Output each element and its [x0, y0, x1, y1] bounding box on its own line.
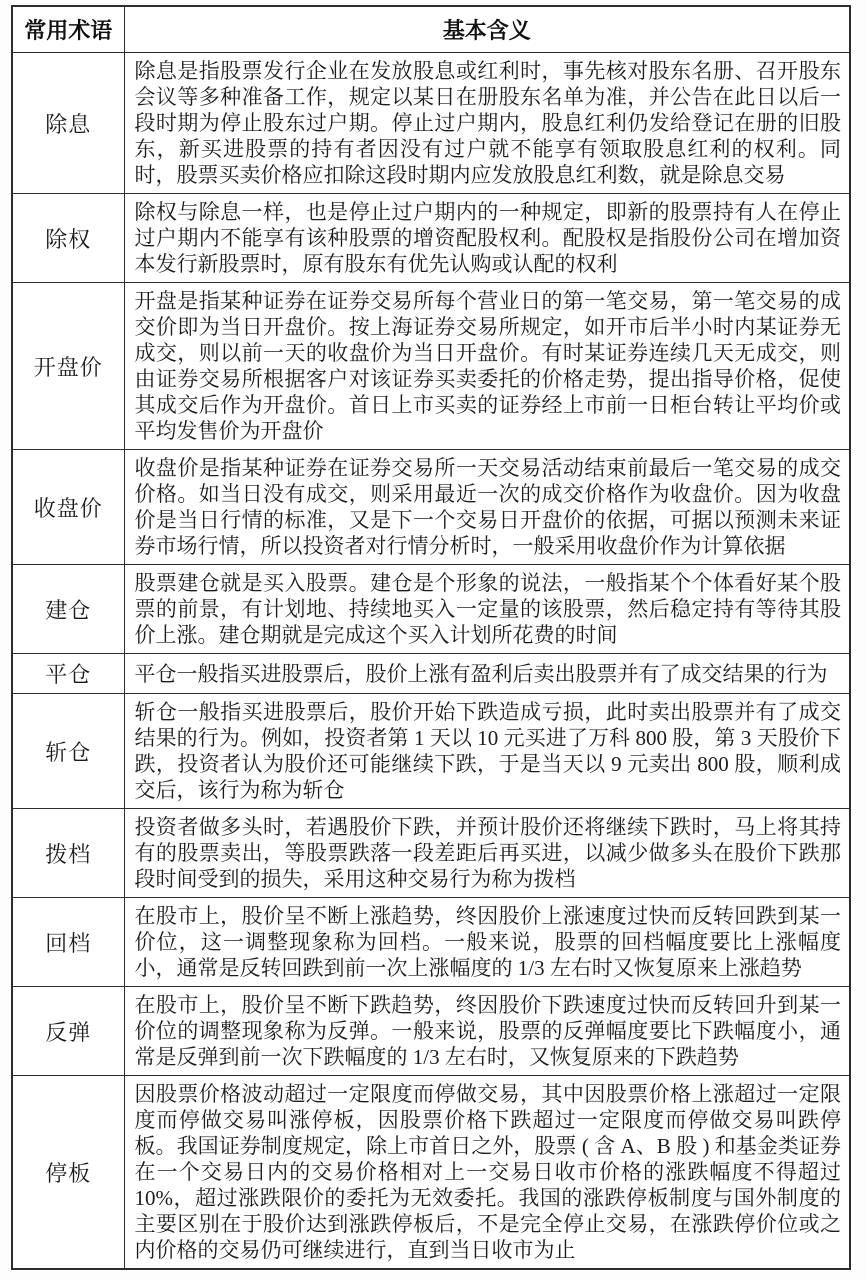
- meaning-cell: 除息是指股票发行企业在发放股息或红利时，事先核对股东名册、召开股东会议等多种准备工作，规定以某日在册股东名单为准，并公告在此日以后一段时期为停止股东过户期。停止过户期内，股息红利仍发给登记在册的旧股东，新买进股票的持有者因没有过户就不能享有领取股息红利的权利。同时，股票买卖价格应扣除这段时期内应发放股息红利数，就是除息交易: [124, 53, 850, 194]
- table-row: [12, 565, 850, 654]
- term-cell: 收盘价: [12, 450, 124, 565]
- stock-terms-table: [11, 5, 851, 1270]
- term-cell: 回档: [12, 898, 124, 987]
- meaning-cell: 平仓一般指买进股票后，股价上涨有盈利后卖出股票并有了成交结果的行为: [124, 654, 850, 694]
- table-row: [12, 809, 850, 898]
- table-row: [12, 1076, 850, 1270]
- term-cell: 平仓: [12, 654, 124, 694]
- meaning-cell: 股票建仓就是买入股票。建仓是个形象的说法，一般指某个个体看好某个股票的前景，有计划地、持续地买入一定量的该股票，然后稳定持有等待其股价上涨。建仓期就是完成这个买入计划所花费的时间: [124, 565, 850, 654]
- meaning-cell: 斩仓一般指买进股票后，股价开始下跌造成亏损，此时卖出股票并有了成交结果的行为。例如，投资者第 1 天以 10 元买进了万科 800 股，第 3 天股价下跌，投资者认为股价还可能继续下跌，于是当天以 9 元卖出 800 股，顺利成交后，该行为称为斩仓: [124, 694, 850, 809]
- table-row: [12, 694, 850, 809]
- table-row: [12, 450, 850, 565]
- term-cell: 斩仓: [12, 694, 124, 809]
- column-header-meaning: 基本含义: [124, 6, 850, 53]
- meaning-cell: 开盘是指某种证券在证券交易所每个营业日的第一笔交易，第一笔交易的成交价即为当日开盘价。按上海证券交易所规定，如开市后半小时内某证券无成交，则以前一天的收盘价为当日开盘价。有时某证券连续几天无成交，则由证券交易所根据客户对该证券买卖委托的价格走势，提出指导价格，促使其成交后作为开盘价。首日上市买卖的证券经上市前一日柜台转让平均价或平均发售价为开盘价: [124, 283, 850, 450]
- meaning-cell: 收盘价是指某种证券在证券交易所一天交易活动结束前最后一笔交易的成交价格。如当日没有成交，则采用最近一次的成交价格作为收盘价。因为收盘价是当日行情的标准，又是下一个交易日开盘价的依据，可据以预测未来证券市场行情，所以投资者对行情分析时，一般采用收盘价作为计算依据: [124, 450, 850, 565]
- meaning-cell: 因股票价格波动超过一定限度而停做交易，其中因股票价格上涨超过一定限度而停做交易叫涨停板，因股票价格下跌超过一定限度而停做交易叫跌停板。我国证券制度规定，除上市首日之外，股票 ( 含 A、B 股 ) 和基金类证券在一个交易日内的交易价格相对上一交易日收市价格的涨跌幅度不得超过 10%，超过涨跌限价的委托为无效委托。我国的涨跌停板制度与国外制度的主要区别在于股价达到涨跌停板后，不是完全停止交易，在涨跌停价位或之内价格的交易仍可继续进行，直到当日收市为止: [124, 1076, 850, 1270]
- table-header: [12, 6, 850, 53]
- header-row: [12, 6, 850, 53]
- meaning-cell: 在股市上，股价呈不断下跌趋势，终因股价下跌速度过快而反转回升到某一价位的调整现象称为反弹。一般来说，股票的反弹幅度要比下跌幅度小，通常是反弹到前一次下跌幅度的 1/3 左右时，又恢复原来的下跌趋势: [124, 987, 850, 1076]
- term-cell: 开盘价: [12, 283, 124, 450]
- column-header-term: 常用术语: [12, 6, 124, 53]
- meaning-cell: 在股市上，股价呈不断上涨趋势，终因股价上涨速度过快而反转回跌到某一价位，这一调整现象称为回档。一般来说，股票的回档幅度要比上涨幅度小，通常是反转回跌到前一次上涨幅度的 1/3 左右时又恢复原来上涨趋势: [124, 898, 850, 987]
- term-cell: 拨档: [12, 809, 124, 898]
- meaning-cell: 投资者做多头时，若遇股价下跌，并预计股价还将继续下跌时，马上将其持有的股票卖出，等股票跌落一段差距后再买进，以减少做多头在股价下跌那段时间受到的损失，采用这种交易行为称为拨档: [124, 809, 850, 898]
- table-row: [12, 898, 850, 987]
- term-cell: 停板: [12, 1076, 124, 1270]
- term-cell: 反弹: [12, 987, 124, 1076]
- table-row: [12, 194, 850, 283]
- term-cell: 除权: [12, 194, 124, 283]
- term-cell: 建仓: [12, 565, 124, 654]
- table-row: [12, 283, 850, 450]
- table-body: [12, 53, 850, 1270]
- meaning-cell: 除权与除息一样，也是停止过户期内的一种规定，即新的股票持有人在停止过户期内不能享有该种股票的增资配股权利。配股权是指股份公司在增加资本发行新股票时，原有股东有优先认购或认配的权利: [124, 194, 850, 283]
- table-row: [12, 654, 850, 694]
- table-row: [12, 53, 850, 194]
- term-cell: 除息: [12, 53, 124, 194]
- table-row: [12, 987, 850, 1076]
